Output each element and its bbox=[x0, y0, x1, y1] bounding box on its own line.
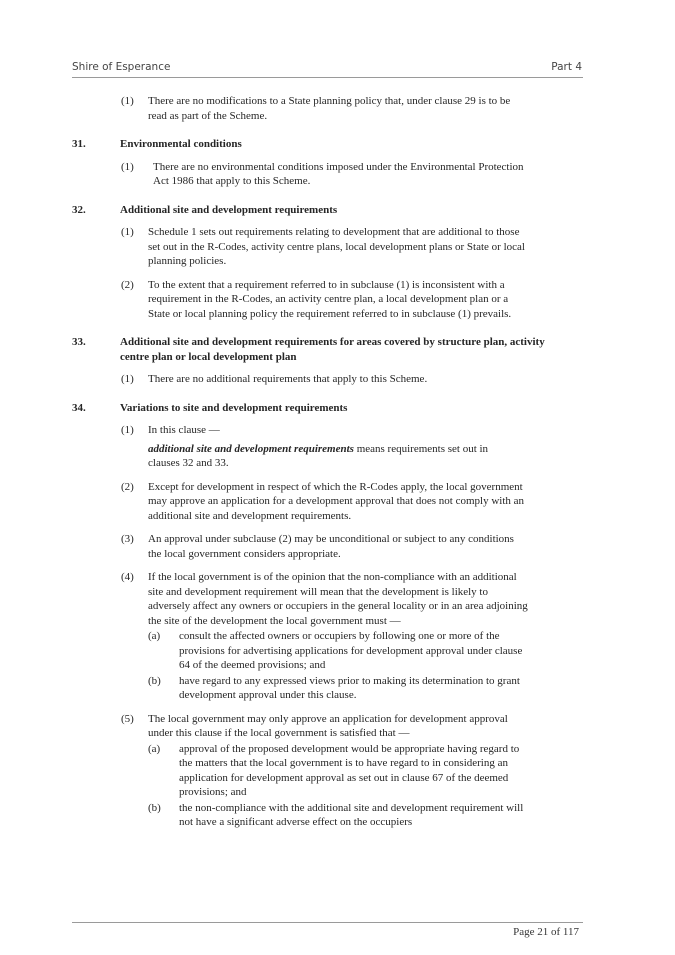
clause-intro bbox=[0, 94, 675, 123]
section-number: 34. bbox=[72, 401, 86, 414]
clause-31-1 bbox=[0, 160, 675, 189]
clause-text: An approval under subclause (2) may be unconditional or subject to any conditions the local government considers appropriate. bbox=[148, 533, 514, 560]
definition-text: means requirements set out in clauses 32 and 33. bbox=[148, 442, 489, 469]
section-number: 32. bbox=[72, 203, 86, 216]
subclause-number: (a) bbox=[148, 630, 161, 642]
clause-text: Except for development in respect of which the R-Codes apply, the local government may approve an application for a development approval that does not comply with an additional site and development requirements. bbox=[148, 480, 525, 522]
clause-number: (3) bbox=[121, 533, 134, 545]
header-divider bbox=[72, 77, 583, 78]
clause-number: (5) bbox=[121, 712, 134, 725]
definition-term: additional site and development requirements bbox=[148, 442, 354, 455]
clause-text: There are no environmental conditions imposed under the Environmental Protection Act 1986 that apply to this Scheme. bbox=[153, 160, 524, 187]
subclause-a bbox=[0, 629, 675, 673]
subclause-number: (b) bbox=[148, 801, 161, 814]
clause-34-2 bbox=[0, 480, 675, 524]
subclause-text: the non-compliance with the additional site and development requirement will not have a significant adverse effect on the occupiers bbox=[179, 801, 524, 828]
clause-32-2 bbox=[0, 278, 675, 322]
section-number: 31. bbox=[72, 138, 86, 150]
section-number: 33. bbox=[72, 336, 86, 348]
clause-33-1 bbox=[0, 372, 675, 387]
document-body bbox=[0, 94, 675, 839]
subclause-text: have regard to any expressed views prior to making its determination to grant development approval under this clause. bbox=[179, 674, 520, 701]
definition bbox=[148, 442, 518, 471]
clause-32-1 bbox=[0, 225, 675, 269]
clause-text: There are no additional requirements that apply to this Scheme. bbox=[148, 373, 428, 385]
clause-number: (2) bbox=[121, 480, 134, 493]
clause-number: (1) bbox=[121, 160, 134, 173]
clause-text: The local government may only approve an application for development approval under this clause if the local government is satisfied that — bbox=[148, 712, 508, 739]
subclause-b bbox=[0, 801, 675, 830]
clause-34-3 bbox=[0, 532, 675, 561]
subclause-number: (b) bbox=[148, 674, 161, 687]
section-title: Additional site and development requirements for areas covered by structure plan, activity centre plan or local development plan bbox=[120, 336, 545, 363]
clause-text: There are no modifications to a State planning policy that, under clause 29 is to be read as part of the Scheme. bbox=[148, 95, 511, 122]
subclause-b bbox=[0, 674, 675, 703]
clause-number: (4) bbox=[121, 571, 134, 583]
clause-34-5 bbox=[0, 712, 675, 830]
section-32-heading bbox=[0, 203, 675, 218]
clause-number: (1) bbox=[121, 95, 134, 107]
subclause-text: approval of the proposed development would be appropriate having regard to the matters that the local government is to have regard to in considering an application for development approval as set out in clause 67 of the deemed provisions; and bbox=[179, 742, 520, 798]
clause-text: Schedule 1 sets out requirements relating to development that are additional to those set out in the R-Codes, activity centre plans, local development plans or State or local planning policies. bbox=[148, 226, 525, 267]
clause-34-1 bbox=[0, 423, 675, 438]
clause-text: If the local government is of the opinion that the non-compliance with an additional site and development requirement will mean that the development is likely to adversely affect any owners or occupiers in the general locality or in an area adjoining the site of the development the local government must — bbox=[148, 571, 528, 627]
section-33-heading bbox=[0, 335, 675, 364]
clause-34-4 bbox=[0, 570, 675, 703]
subclause-a bbox=[0, 742, 675, 800]
section-title: Environmental conditions bbox=[120, 138, 242, 150]
clause-number: (2) bbox=[121, 278, 134, 291]
section-title: Additional site and development requirements bbox=[120, 203, 338, 216]
footer-divider bbox=[72, 922, 583, 923]
clause-number: (1) bbox=[121, 424, 134, 436]
clause-number: (1) bbox=[121, 373, 134, 385]
subclause-text: consult the affected owners or occupiers by following one or more of the provisions for advertising applications for development approval under clause 64 of the deemed provisions; and bbox=[179, 630, 523, 671]
clause-text: To the extent that a requirement referred to in subclause (1) is inconsistent with a requirement in the R-Codes, an activity centre plan, a local development plan or a State or local planning policy the requirement referred to in subclause (1) prevails. bbox=[148, 278, 512, 320]
section-title: Variations to site and development requirements bbox=[120, 401, 348, 414]
section-31-heading bbox=[0, 137, 675, 152]
header-document-title: Shire of Esperance bbox=[72, 61, 171, 73]
header-part-label: Part 4 bbox=[551, 61, 582, 73]
clause-text: In this clause — bbox=[148, 424, 220, 436]
subclause-number: (a) bbox=[148, 742, 161, 755]
clause-number: (1) bbox=[121, 226, 134, 238]
section-34-heading bbox=[0, 401, 675, 416]
page-number: Page 21 of 117 bbox=[513, 926, 579, 938]
